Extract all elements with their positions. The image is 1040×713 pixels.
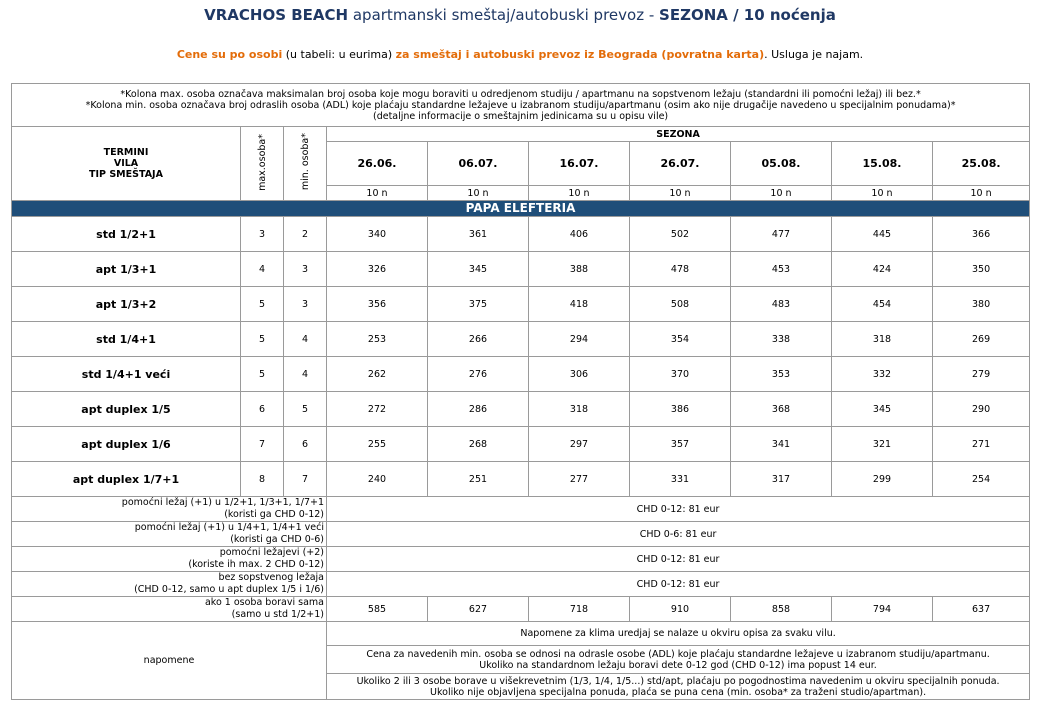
nights-cell: 10 n <box>933 186 1030 201</box>
date-cell: 26.06. <box>327 142 428 186</box>
room-type: apt duplex 1/5 <box>12 392 241 427</box>
room-type: std 1/4+1 veći <box>12 357 241 392</box>
table-row <box>12 357 1030 392</box>
room-type: std 1/2+1 <box>12 217 241 252</box>
max-persons: 5 <box>241 322 284 357</box>
single-price: 858 <box>731 597 832 622</box>
price-cell: 388 <box>529 252 630 287</box>
note-text <box>327 674 1030 700</box>
price-cell: 406 <box>529 217 630 252</box>
price-cell: 340 <box>327 217 428 252</box>
single-label-line1: ako 1 osoba boravi sama <box>204 597 324 608</box>
price-cell: 279 <box>933 357 1030 392</box>
max-persons: 7 <box>241 427 284 462</box>
table-notes: *Kolona max. osoba označava maksimalan broj osoba koje mogu boraviti u odredjenom studiju / apartmanu na sopstvenom ležaju (standardni ili pomoćni ležaj) ili bez.* *Kolona min. osoba označava broj odraslih osoba (ADL) koje plaćaju standardne ležajeve u izabranom studiju/apartmanu (osim ako nije drugačije navedeno u specijalnim ponudama)* (detaljne informacije o smeštajnim jedinicama su u opisu vile) <box>12 84 1030 127</box>
price-cell: 255 <box>327 427 428 462</box>
price-cell: 266 <box>428 322 529 357</box>
price-cell: 345 <box>428 252 529 287</box>
price-cell: 253 <box>327 322 428 357</box>
nights-cell: 10 n <box>832 186 933 201</box>
extra-label <box>12 522 327 547</box>
single-price: 718 <box>529 597 630 622</box>
price-cell: 356 <box>327 287 428 322</box>
price-subtitle: Cene su po osobi (u tabeli: u eurima) za smeštaj i autobuski prevoz iz Beograda (povratna karta). Usluga je najam. <box>176 48 864 61</box>
min-persons: 6 <box>284 427 327 462</box>
price-cell: 477 <box>731 217 832 252</box>
price-cell: 277 <box>529 462 630 497</box>
price-table <box>11 83 1030 700</box>
extra-value: CHD 0-12: 81 eur <box>327 497 1030 522</box>
price-cell: 318 <box>832 322 933 357</box>
price-cell: 445 <box>832 217 933 252</box>
price-cell: 508 <box>630 287 731 322</box>
extra-row <box>12 522 1030 547</box>
price-cell: 240 <box>327 462 428 497</box>
table-row <box>12 392 1030 427</box>
room-type: apt duplex 1/6 <box>12 427 241 462</box>
extra-label-line1: pomoćni ležajevi (+2) <box>219 547 324 558</box>
max-persons: 5 <box>241 287 284 322</box>
extra-label-line2: (koristi ga CHD 0-12) <box>224 509 324 520</box>
note-row <box>12 622 1030 646</box>
price-cell: 251 <box>428 462 529 497</box>
date-cell: 05.08. <box>731 142 832 186</box>
table-row <box>12 427 1030 462</box>
min-persons: 2 <box>284 217 327 252</box>
page-title: VRACHOS BEACH apartmanski smeštaj/autobuski prevoz - SEZONA / 10 noćenja <box>204 6 836 24</box>
single-label-line2: (samo u std 1/2+1) <box>231 609 324 620</box>
price-cell: 290 <box>933 392 1030 427</box>
room-type: std 1/4+1 <box>12 322 241 357</box>
table-notes-row <box>12 84 1030 127</box>
date-cell: 06.07. <box>428 142 529 186</box>
nights-cell: 10 n <box>630 186 731 201</box>
min-persons: 4 <box>284 357 327 392</box>
villa-row <box>12 201 1030 217</box>
price-cell: 326 <box>327 252 428 287</box>
price-cell: 370 <box>630 357 731 392</box>
note-text: Napomene za klima uredjaj se nalaze u okviru opisa za svaku vilu. <box>327 622 1030 646</box>
price-cell: 297 <box>529 427 630 462</box>
price-cell: 361 <box>428 217 529 252</box>
price-cell: 306 <box>529 357 630 392</box>
header-season: SEZONA <box>327 127 1030 142</box>
nights-cell: 10 n <box>428 186 529 201</box>
header-row-season <box>12 127 1030 142</box>
single-price: 794 <box>832 597 933 622</box>
table-row <box>12 287 1030 322</box>
price-cell: 269 <box>933 322 1030 357</box>
nights-cell: 10 n <box>327 186 428 201</box>
room-type: apt 1/3+1 <box>12 252 241 287</box>
max-persons: 4 <box>241 252 284 287</box>
price-cell: 276 <box>428 357 529 392</box>
price-cell: 366 <box>933 217 1030 252</box>
room-type: apt duplex 1/7+1 <box>12 462 241 497</box>
extra-row <box>12 547 1030 572</box>
price-cell: 453 <box>731 252 832 287</box>
extra-value: CHD 0-12: 81 eur <box>327 547 1030 572</box>
price-cell: 368 <box>731 392 832 427</box>
date-cell: 15.08. <box>832 142 933 186</box>
single-row <box>12 597 1030 622</box>
date-cell: 25.08. <box>933 142 1030 186</box>
notes-label: napomene <box>12 622 327 700</box>
extra-label <box>12 497 327 522</box>
min-persons: 4 <box>284 322 327 357</box>
note-line: Cena za navedenih min. osoba se odnosi na odrasle osobe (ADL) koje plaćaju standardne ležajeve u izabranom studiju/apartmanu. <box>366 648 990 660</box>
price-cell: 286 <box>428 392 529 427</box>
table-row <box>12 322 1030 357</box>
single-price: 627 <box>428 597 529 622</box>
price-cell: 271 <box>933 427 1030 462</box>
price-cell: 483 <box>731 287 832 322</box>
note-text <box>327 646 1030 674</box>
table-row <box>12 217 1030 252</box>
price-cell: 354 <box>630 322 731 357</box>
villa-name: PAPA ELEFTERIA <box>12 201 1030 217</box>
price-cell: 299 <box>832 462 933 497</box>
price-cell: 424 <box>832 252 933 287</box>
single-price: 637 <box>933 597 1030 622</box>
single-price: 910 <box>630 597 731 622</box>
price-cell: 318 <box>529 392 630 427</box>
price-cell: 375 <box>428 287 529 322</box>
date-cell: 16.07. <box>529 142 630 186</box>
table-row <box>12 462 1030 497</box>
min-persons: 5 <box>284 392 327 427</box>
extra-label-line1: pomoćni ležaj (+1) u 1/2+1, 1/3+1, 1/7+1 <box>121 497 324 508</box>
price-cell: 254 <box>933 462 1030 497</box>
price-cell: 321 <box>832 427 933 462</box>
price-cell: 380 <box>933 287 1030 322</box>
max-persons: 3 <box>241 217 284 252</box>
max-persons: 6 <box>241 392 284 427</box>
extra-label-line2: (CHD 0-12, samo u apt duplex 1/5 i 1/6) <box>134 584 324 595</box>
room-type: apt 1/3+2 <box>12 287 241 322</box>
note-line: Ukoliko na standardnom ležaju boravi dete 0-12 god (CHD 0-12) ima popust 14 eur. <box>479 659 877 671</box>
extra-label-line1: pomoćni ležaj (+1) u 1/4+1, 1/4+1 veći <box>134 522 324 533</box>
extra-row <box>12 497 1030 522</box>
extra-label-line1: bez sopstvenog ležaja <box>218 572 324 583</box>
extra-value: CHD 0-6: 81 eur <box>327 522 1030 547</box>
extra-label <box>12 547 327 572</box>
nights-cell: 10 n <box>731 186 832 201</box>
header-termini: TERMINI VILA TIP SMEŠTAJA <box>12 127 241 201</box>
extra-label-line2: (koriste ih max. 2 CHD 0-12) <box>188 559 324 570</box>
extra-label <box>12 572 327 597</box>
table-row <box>12 252 1030 287</box>
price-cell: 345 <box>832 392 933 427</box>
price-cell: 294 <box>529 322 630 357</box>
extra-label-line2: (koristi ga CHD 0-6) <box>230 534 324 545</box>
single-label <box>12 597 327 622</box>
price-cell: 332 <box>832 357 933 392</box>
price-cell: 338 <box>731 322 832 357</box>
header-min-persons: min. osoba* <box>284 127 327 201</box>
price-cell: 353 <box>731 357 832 392</box>
max-persons: 8 <box>241 462 284 497</box>
note-line: Ukoliko 2 ili 3 osobe borave u višekrevetnim (1/3, 1/4, 1/5...) std/apt, plaćaju po pogodnostima navedenim u okviru specijalnih ponuda. <box>356 675 1000 687</box>
price-cell: 350 <box>933 252 1030 287</box>
min-persons: 3 <box>284 287 327 322</box>
price-cell: 357 <box>630 427 731 462</box>
extra-row <box>12 572 1030 597</box>
price-cell: 317 <box>731 462 832 497</box>
price-cell: 268 <box>428 427 529 462</box>
price-cell: 341 <box>731 427 832 462</box>
price-cell: 386 <box>630 392 731 427</box>
header-max-persons: max.osoba* <box>241 127 284 201</box>
date-cell: 26.07. <box>630 142 731 186</box>
max-persons: 5 <box>241 357 284 392</box>
min-persons: 7 <box>284 462 327 497</box>
price-cell: 502 <box>630 217 731 252</box>
extra-value: CHD 0-12: 81 eur <box>327 572 1030 597</box>
price-cell: 454 <box>832 287 933 322</box>
price-cell: 478 <box>630 252 731 287</box>
note-line: Ukoliko nije objavljena specijalna ponuda, plaća se puna cena (min. osoba* za traženi studio/apartman). <box>430 686 927 698</box>
nights-cell: 10 n <box>529 186 630 201</box>
single-price: 585 <box>327 597 428 622</box>
price-cell: 272 <box>327 392 428 427</box>
price-cell: 331 <box>630 462 731 497</box>
price-cell: 418 <box>529 287 630 322</box>
min-persons: 3 <box>284 252 327 287</box>
price-cell: 262 <box>327 357 428 392</box>
